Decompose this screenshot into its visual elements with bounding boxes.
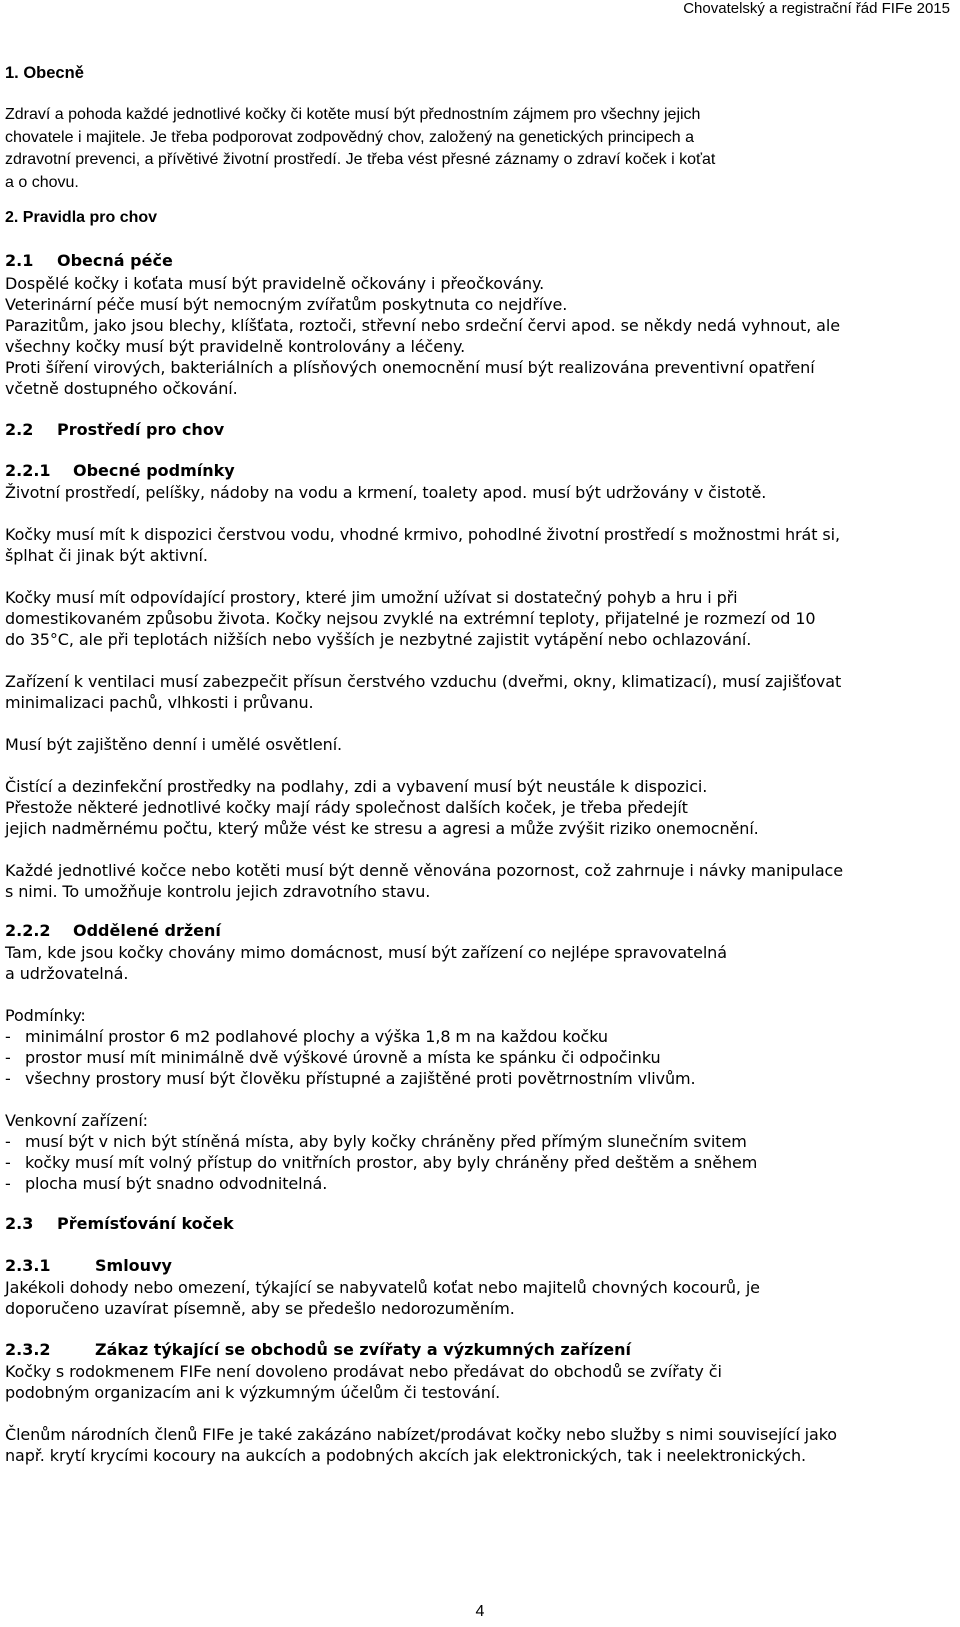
paragraph (5, 734, 342, 755)
section-1-text (5, 104, 715, 194)
section-2-3-1-heading (5, 1256, 172, 1275)
text-line: Přestože některé jednotlivé kočky mají rády společnost dalších koček, je třeba předejít (5, 798, 688, 817)
list-item (5, 1026, 696, 1047)
section-1-heading: 1. Obecně (5, 64, 84, 82)
text-line: doporučeno uzavírat písemně, aby se předešlo nedorozuměním. (5, 1299, 515, 1318)
paragraph (5, 1277, 760, 1319)
dash-bullet: - (5, 1132, 11, 1151)
text-line: Tam, kde jsou kočky chovány mimo domácnost, musí být zařízení co nejlépe spravovatelná (5, 943, 727, 962)
paragraph (5, 776, 759, 839)
text-line: domestikovaném způsobu života. Kočky nejsou zvyklé na extrémní teploty, přijatelné je rozmezí od 10 (5, 609, 816, 628)
section-2-3-heading (5, 1214, 234, 1233)
section-title: Smlouvy (95, 1256, 172, 1275)
list-item (5, 1047, 696, 1068)
paragraph (5, 671, 841, 713)
list-item-text: musí být v nich být stíněná místa, aby byly kočky chráněny před přímým slunečním svitem (25, 1132, 747, 1151)
paragraph (5, 1361, 722, 1403)
text-line: chovatele i majitele. Je třeba podporovat zodpovědný chov, založený na genetických principech a (5, 128, 695, 146)
dash-bullet: - (5, 1048, 11, 1067)
text-line: Kočky musí mít odpovídající prostory, které jim umožní užívat si dostatečný pohyb a hru i při (5, 588, 738, 607)
section-title: Obecné podmínky (73, 461, 235, 480)
text-line: minimalizaci pachů, vlhkosti i průvanu. (5, 693, 314, 712)
dash-bullet: - (5, 1069, 11, 1088)
paragraph (5, 482, 766, 503)
text-line: podobným organizacím ani k výzkumným účelům či testování. (5, 1383, 501, 1402)
text-line: s nimi. To umožňuje kontrolu jejich zdravotního stavu. (5, 882, 431, 901)
section-2-1-heading (5, 251, 173, 270)
section-2-2-1-heading (5, 461, 235, 480)
text-line: Každé jednotlivé kočce nebo kotěti musí být denně věnována pozornost, což zahrnuje i návky manipulace (5, 861, 843, 880)
text-line: zdravotní prevenci, a přívětivé životní prostředí. Je třeba vést přesné záznamy o zdraví koček i koťat (5, 151, 716, 168)
section-title: Oddělené držení (73, 921, 221, 940)
text-line: všechny kočky musí být pravidelně kontrolovány a léčeny. (5, 337, 466, 356)
dash-bullet: - (5, 1174, 11, 1193)
section-title: Přemísťování koček (57, 1214, 234, 1233)
section-number: 2.2 (5, 420, 34, 439)
section-title: Zákaz týkající se obchodů se zvířaty a výzkumných zařízení (95, 1340, 631, 1359)
text-line: Musí být zajištěno denní i umělé osvětlení. (5, 735, 343, 754)
text-line: včetně dostupného očkování. (5, 379, 238, 398)
text-line: Členům národních členů FIFe je také zakázáno nabízet/prodávat kočky nebo služby s nimi související jako (5, 1425, 837, 1444)
list-item-text: plocha musí být snadno odvodnitelná. (25, 1174, 328, 1193)
section-2-heading: 2. Pravidla pro chov (5, 209, 158, 226)
list-item-text: minimální prostor 6 m2 podlahové plochy a výška 1,8 m na každou kočku (25, 1027, 608, 1046)
list-item-text: všechny prostory musí být člověku přístupné a zajištěné proti povětrnostním vlivům. (25, 1069, 696, 1088)
text-line: Jakékoli dohody nebo omezení, týkající se nabyvatelů koťat nebo majitelů chovných kocourů, je (5, 1278, 760, 1297)
section-number: 2.2.1 (5, 461, 51, 480)
text-line: např. krytí krycími kocoury na aukcích a podobných akcích jak elektronických, tak i neelektronických. (5, 1446, 806, 1465)
paragraph (5, 524, 840, 566)
dash-bullet: - (5, 1153, 11, 1172)
paragraph (5, 1424, 837, 1466)
section-2-3-2-heading (5, 1340, 631, 1359)
text-line: šplhat či jinak být aktivní. (5, 546, 208, 565)
text-line: Veterinární péče musí být nemocným zvířatům poskytnuta co nejdříve. (5, 295, 568, 314)
section-number: 2.3.1 (5, 1256, 51, 1275)
text-line: Zdraví a pohoda každé jednotlivé kočky či kotěte musí být přednostním zájmem pro všechny jejich (5, 106, 701, 123)
paragraph (5, 942, 727, 984)
section-2-2-heading (5, 420, 224, 439)
list-item-text: kočky musí mít volný přístup do vnitřních prostor, aby byly chráněny před deštěm a sněhem (25, 1153, 758, 1172)
text-line: a o chovu. (5, 173, 79, 191)
text-line: Zařízení k ventilaci musí zabezpečit přísun čerstvého vzduchu (dveřmi, okny, klimatizací), musí zajišťovat (5, 672, 842, 691)
paragraph (5, 860, 843, 902)
running-header: Chovatelský a registrační řád FIFe 2015 (683, 0, 950, 17)
dash-bullet: - (5, 1027, 11, 1046)
text-line: Proti šíření virových, bakteriálních a plísňových onemocnění musí být realizována preventivní opatření (5, 358, 815, 377)
outdoor-list (5, 1131, 757, 1194)
conditions-list (5, 1026, 696, 1089)
list-item (5, 1068, 696, 1089)
text-line: Dospělé kočky i koťata musí být pravidelně očkovány i přeočkovány. (5, 274, 545, 293)
outdoor-label: Venkovní zařízení: (5, 1111, 148, 1130)
text-line: Kočky musí mít k dispozici čerstvou vodu, vhodné krmivo, pohodlné životní prostředí s možnostmi hrát si, (5, 525, 840, 544)
text-line: a udržovatelná. (5, 964, 129, 983)
text-line: Kočky s rodokmenem FIFe není dovoleno prodávat nebo předávat do obchodů se zvířaty či (5, 1362, 722, 1381)
page-number: 4 (475, 1603, 485, 1620)
text-line: do 35°C, ale při teplotách nižších nebo vyšších je nezbytné zajistit vytápění nebo ochlazování. (5, 630, 752, 649)
text-line: jejich nadměrnému počtu, který může vést ke stresu a agresi a může zvýšit riziko onemocnění. (5, 819, 759, 838)
section-title: Prostředí pro chov (57, 420, 225, 439)
list-item (5, 1152, 757, 1173)
conditions-label: Podmínky: (5, 1006, 86, 1025)
section-number: 2.1 (5, 251, 34, 270)
section-title: Obecná péče (57, 251, 173, 270)
text-line: Parazitům, jako jsou blechy, klíšťata, roztoči, střevní nebo srdeční červi apod. se někdy nedá vyhnout, ale (5, 316, 840, 335)
section-number: 2.2.2 (5, 921, 51, 940)
list-item-text: prostor musí mít minimálně dvě výškové úrovně a místa ke spánku či odpočinku (25, 1048, 661, 1067)
list-item (5, 1131, 757, 1152)
section-2-1-text (5, 273, 840, 399)
list-item (5, 1173, 757, 1194)
section-2-2-2-heading (5, 921, 221, 940)
text-line: Čistící a dezinfekční prostředky na podlahy, zdi a vybavení musí být neustále k dispozici. (5, 777, 708, 796)
text-line: Životní prostředí, pelíšky, nádoby na vodu a krmení, toalety apod. musí být udržovány v čistotě. (5, 483, 767, 502)
section-number: 2.3 (5, 1214, 34, 1233)
section-number: 2.3.2 (5, 1340, 51, 1359)
paragraph (5, 587, 815, 650)
